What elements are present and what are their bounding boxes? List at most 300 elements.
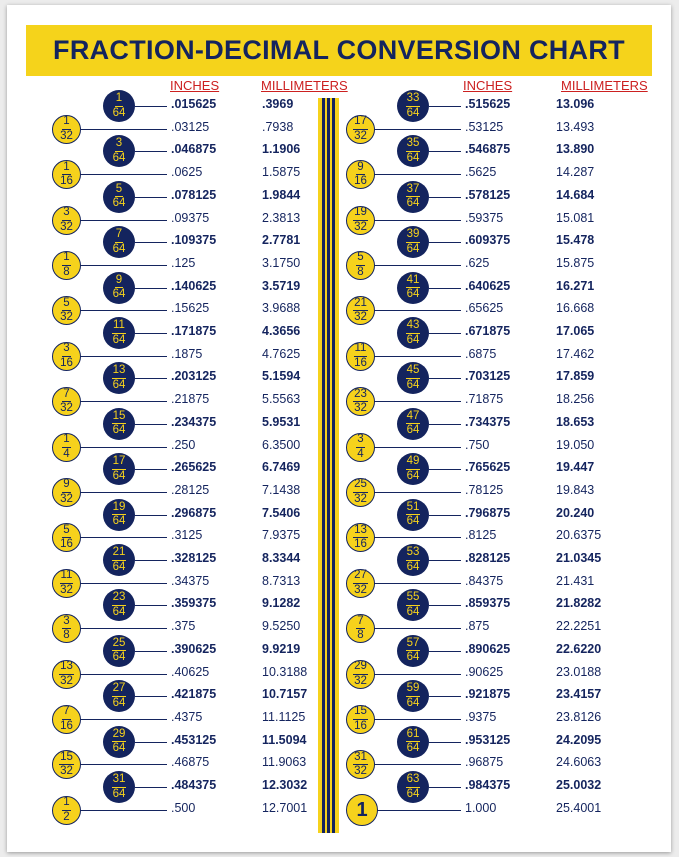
millimeters-value: 9.1282 (262, 596, 301, 611)
inches-value: .53125 (465, 119, 504, 134)
millimeters-value: 14.684 (556, 187, 595, 202)
chart-title: FRACTION-DECIMAL CONVERSION CHART (53, 35, 625, 65)
fraction-denominator: 16 (354, 538, 367, 551)
leader-line (135, 242, 167, 243)
fraction-badge (103, 453, 135, 485)
inches-value: .828125 (465, 551, 511, 565)
fraction-badge (103, 680, 135, 712)
fraction-badge (397, 680, 429, 712)
fraction-denominator: 64 (112, 515, 126, 528)
inches-value: .390625 (171, 641, 217, 656)
inches-value: .734375 (465, 414, 511, 429)
fraction-badge (397, 226, 429, 258)
inches-value: .21875 (171, 392, 210, 407)
millimeters-value: 23.8126 (556, 709, 602, 724)
fraction-badge (103, 135, 135, 167)
fraction-denominator: 32 (60, 583, 73, 596)
leader-line (135, 787, 167, 788)
inches-value: .015625 (171, 97, 217, 111)
fraction-denominator: 32 (60, 765, 73, 778)
fraction-badge (346, 794, 378, 826)
fraction-numerator: 1 (62, 797, 70, 811)
fraction-numerator: 29 (112, 729, 127, 743)
leader-line (374, 401, 461, 402)
fraction-numerator: 13 (353, 525, 368, 539)
inches-value: .40625 (171, 664, 210, 679)
fraction-numerator: 7 (62, 706, 70, 720)
leader-line (80, 220, 167, 221)
inches-value: .96875 (465, 755, 504, 770)
fraction-denominator: 8 (63, 265, 70, 278)
millimeters-value: 17.462 (556, 346, 595, 361)
millimeters-value: 5.9531 (262, 414, 301, 429)
leader-line (80, 310, 167, 311)
inches-value: .9375 (465, 709, 497, 724)
fraction-badge (52, 251, 81, 280)
fraction-numerator: 9 (115, 275, 123, 289)
leader-line (135, 106, 167, 107)
millimeters-value: 8.3344 (262, 551, 301, 565)
leader-line (429, 151, 461, 152)
leader-line (429, 424, 461, 425)
fraction-denominator: 64 (406, 424, 420, 437)
fraction-badge (103, 544, 135, 576)
leader-line (429, 605, 461, 606)
fraction-badge (346, 206, 375, 235)
fraction-numerator: 3 (62, 343, 70, 357)
fraction-denominator: 4 (357, 447, 364, 460)
leader-line (374, 583, 461, 584)
fraction-denominator: 32 (354, 311, 367, 324)
fraction-denominator: 64 (406, 787, 420, 800)
fraction-numerator: 3 (62, 207, 70, 221)
leader-line (374, 129, 461, 130)
leader-line (429, 197, 461, 198)
fraction-denominator: 64 (112, 151, 126, 164)
inches-value: .234375 (171, 414, 217, 429)
inches-value: .1875 (171, 346, 203, 361)
millimeters-header-left: MILLIMETERS (261, 78, 348, 93)
millimeters-value: 12.3032 (262, 778, 308, 792)
millimeters-value: 5.5563 (262, 392, 301, 407)
fraction-denominator: 64 (112, 288, 126, 301)
fraction-numerator: 11 (60, 570, 74, 584)
leader-line (374, 628, 461, 629)
millimeters-value: .7938 (262, 119, 294, 134)
fraction-numerator: 53 (406, 547, 421, 561)
inches-value: .640625 (465, 278, 511, 293)
millimeters-value: 12.7001 (262, 800, 308, 815)
fraction-numerator: 1 (62, 434, 70, 448)
fraction-denominator: 16 (354, 175, 367, 188)
fraction-badge (52, 750, 81, 779)
leader-line (80, 174, 167, 175)
leader-line (135, 742, 167, 743)
fraction-numerator: 27 (112, 683, 127, 697)
fraction-badge (103, 771, 135, 803)
millimeters-value: .3969 (262, 97, 294, 111)
inches-value: .890625 (465, 641, 511, 656)
fraction-denominator: 64 (406, 242, 420, 255)
fraction-denominator: 32 (354, 583, 367, 596)
fraction-denominator: 64 (112, 106, 126, 119)
fraction-numerator: 9 (356, 162, 364, 176)
inches-value: .875 (465, 619, 490, 634)
fraction-numerator: 11 (112, 320, 126, 334)
millimeters-value: 22.6220 (556, 641, 602, 656)
fraction-numerator: 1 (62, 116, 70, 130)
leader-line (80, 401, 167, 402)
leader-line (374, 310, 461, 311)
fraction-numerator: 15 (112, 411, 127, 425)
fraction-numerator: 1 (62, 162, 70, 176)
fraction-numerator: 39 (406, 229, 421, 243)
fraction-numerator: 1 (62, 252, 70, 266)
millimeters-value: 20.240 (556, 505, 595, 520)
fraction-numerator: 31 (353, 752, 368, 766)
leader-line (135, 151, 167, 152)
fraction-numerator: 11 (354, 343, 368, 357)
inches-value: .515625 (465, 97, 511, 111)
fraction-denominator: 32 (354, 765, 367, 778)
fraction-numerator: 51 (406, 502, 421, 516)
inches-value: .046875 (171, 142, 217, 157)
millimeters-value: 1.1906 (262, 142, 301, 157)
fraction-badge (397, 635, 429, 667)
leader-line (429, 106, 461, 107)
millimeters-value: 13.096 (556, 97, 595, 111)
millimeters-value: 21.0345 (556, 551, 602, 565)
inches-value: .203125 (171, 369, 217, 384)
fraction-numerator: 23 (112, 592, 127, 606)
fraction-numerator: 21 (353, 298, 368, 312)
inches-value: .03125 (171, 119, 210, 134)
millimeters-value: 19.843 (556, 482, 595, 497)
millimeters-value: 6.3500 (262, 437, 301, 452)
fraction-badge (52, 160, 81, 189)
fraction-denominator: 32 (354, 402, 367, 415)
leader-line (135, 378, 167, 379)
fraction-numerator: 5 (62, 298, 70, 312)
fraction-badge (346, 478, 375, 507)
leader-line (80, 583, 167, 584)
fraction-denominator: 64 (112, 242, 126, 255)
inches-value: .140625 (171, 278, 217, 293)
millimeters-value: 17.859 (556, 369, 595, 384)
leader-line (80, 764, 167, 765)
inches-value: .265625 (171, 460, 217, 475)
inches-value: .453125 (171, 732, 217, 747)
leader-line (429, 787, 461, 788)
fraction-badge (103, 635, 135, 667)
fraction-badge (52, 614, 81, 643)
fraction-numerator: 13 (112, 365, 127, 379)
fraction-numerator: 63 (406, 774, 421, 788)
fraction-denominator: 16 (60, 175, 73, 188)
fraction-denominator: 4 (63, 447, 70, 460)
fraction-denominator: 64 (406, 288, 420, 301)
leader-line (374, 220, 461, 221)
fraction-denominator: 16 (60, 719, 73, 732)
fraction-badge (52, 523, 81, 552)
leader-line (135, 197, 167, 198)
millimeters-value: 21.8282 (556, 596, 602, 611)
leader-line (80, 265, 167, 266)
fraction-numerator: 47 (406, 411, 421, 425)
millimeters-value: 4.3656 (262, 324, 301, 338)
chart-poster (7, 5, 671, 852)
inches-value: .078125 (171, 187, 217, 202)
millimeters-value: 7.1438 (262, 482, 301, 497)
fraction-numerator: 5 (115, 184, 123, 198)
leader-line (429, 696, 461, 697)
fraction-badge (52, 296, 81, 325)
fraction-numerator: 7 (62, 389, 70, 403)
inches-value: .65625 (465, 301, 504, 316)
fraction-numerator: 35 (406, 138, 421, 152)
fraction-numerator: 15 (353, 706, 368, 720)
inches-value: .328125 (171, 551, 217, 565)
leader-line (374, 674, 461, 675)
fraction-denominator: 64 (406, 560, 420, 573)
millimeters-value: 11.5094 (262, 732, 307, 747)
fraction-badge (346, 705, 375, 734)
fraction-badge (103, 90, 135, 122)
fraction-badge (103, 726, 135, 758)
fraction-badge (52, 387, 81, 416)
inches-value: .71875 (465, 392, 504, 407)
inches-value: .15625 (171, 301, 210, 316)
leader-line (374, 356, 461, 357)
millimeters-value: 5.1594 (262, 369, 301, 384)
fraction-numerator: 1 (115, 93, 123, 107)
fraction-badge (52, 206, 81, 235)
millimeters-value: 4.7625 (262, 346, 301, 361)
fraction-numerator: 55 (406, 592, 421, 606)
fraction-badge (103, 362, 135, 394)
inches-value: .125 (171, 255, 196, 270)
millimeters-value: 9.9219 (262, 641, 301, 656)
fraction-badge (52, 433, 81, 462)
fraction-denominator: 32 (60, 311, 73, 324)
fraction-denominator: 64 (112, 378, 126, 391)
fraction-numerator: 57 (406, 638, 421, 652)
millimeters-value: 1.9844 (262, 187, 301, 202)
fraction-denominator: 64 (406, 197, 420, 210)
fraction-denominator: 8 (357, 265, 364, 278)
inches-value: .28125 (171, 482, 210, 497)
fraction-numerator: 25 (112, 638, 127, 652)
inches-value: .765625 (465, 460, 511, 475)
fraction-denominator: 32 (354, 492, 367, 505)
fraction-numerator: 25 (353, 479, 368, 493)
inches-value: .703125 (465, 369, 511, 384)
millimeters-value: 9.5250 (262, 619, 301, 634)
fraction-numerator: 3 (115, 138, 123, 152)
millimeters-value: 18.653 (556, 414, 595, 429)
leader-line (429, 333, 461, 334)
leader-line (429, 378, 461, 379)
fraction-badge (397, 135, 429, 167)
inches-value: .953125 (465, 732, 511, 747)
inches-value: .296875 (171, 505, 217, 520)
fraction-badge (52, 796, 81, 825)
leader-line (80, 719, 167, 720)
fraction-badge (346, 115, 375, 144)
fraction-denominator: 64 (112, 197, 126, 210)
fraction-denominator: 64 (112, 560, 126, 573)
inches-value: .84375 (465, 573, 504, 588)
leader-line (135, 515, 167, 516)
fraction-badge (346, 251, 375, 280)
inches-value: .484375 (171, 778, 217, 792)
inches-value: .46875 (171, 755, 210, 770)
leader-line (429, 242, 461, 243)
fraction-denominator: 8 (63, 629, 70, 642)
fraction-badge (397, 181, 429, 213)
leader-line (80, 810, 167, 811)
inches-value: .5625 (465, 165, 497, 180)
millimeters-value: 11.9063 (262, 755, 307, 770)
leader-line (429, 742, 461, 743)
millimeters-value: 24.2095 (556, 732, 602, 747)
inches-value: .796875 (465, 505, 511, 520)
fraction-denominator: 64 (406, 515, 420, 528)
leader-line (80, 628, 167, 629)
fraction-numerator: 45 (406, 365, 421, 379)
millimeters-value: 17.065 (556, 324, 595, 338)
millimeters-value: 20.6375 (556, 528, 602, 543)
fraction-badge (346, 660, 375, 689)
fraction-badge (346, 750, 375, 779)
fraction-numerator: 29 (353, 661, 368, 675)
fraction-numerator: 5 (356, 252, 364, 266)
fraction-numerator: 3 (62, 616, 70, 630)
leader-line (135, 651, 167, 652)
fraction-numerator: 37 (406, 184, 421, 198)
leader-line (135, 696, 167, 697)
leader-line (374, 719, 461, 720)
millimeters-value: 3.9688 (262, 301, 301, 316)
fraction-denominator: 32 (354, 129, 367, 142)
millimeters-value: 2.7781 (262, 233, 301, 248)
inches-header-left: INCHES (170, 78, 220, 93)
fraction-denominator: 64 (406, 651, 420, 664)
fraction-numerator: 17 (353, 116, 368, 130)
inches-value: .375 (171, 619, 196, 634)
millimeters-value: 16.668 (556, 301, 595, 316)
millimeters-value: 7.5406 (262, 505, 301, 520)
millimeters-value: 18.256 (556, 392, 595, 407)
fraction-badge (52, 115, 81, 144)
fraction-badge (52, 342, 81, 371)
millimeters-value: 16.271 (556, 278, 595, 293)
fraction-denominator: 16 (354, 356, 367, 369)
leader-line (80, 492, 167, 493)
inches-value: .500 (171, 800, 196, 815)
millimeters-value: 13.493 (556, 119, 595, 134)
fraction-badge (52, 569, 81, 598)
fraction-badge (52, 660, 81, 689)
inches-value: .859375 (465, 596, 511, 611)
fraction-numerator: 9 (62, 479, 70, 493)
millimeters-value: 15.081 (556, 210, 595, 225)
leader-line (135, 333, 167, 334)
inches-value: .09375 (171, 210, 210, 225)
inches-header-right: INCHES (463, 78, 513, 93)
fraction-denominator: 32 (60, 129, 73, 142)
title-banner (26, 25, 652, 76)
fraction-whole: 1 (356, 798, 368, 821)
millimeters-value: 15.478 (556, 233, 595, 248)
leader-line (429, 560, 461, 561)
fraction-numerator: 31 (112, 774, 127, 788)
fraction-numerator: 33 (406, 93, 421, 107)
inches-value: .109375 (171, 233, 217, 248)
fraction-badge (346, 523, 375, 552)
fraction-numerator: 23 (353, 389, 368, 403)
fraction-denominator: 64 (112, 605, 126, 618)
fraction-numerator: 43 (406, 320, 421, 334)
fraction-numerator: 15 (59, 752, 74, 766)
leader-line (80, 356, 167, 357)
leader-line (80, 537, 167, 538)
millimeters-value: 3.1750 (262, 255, 301, 270)
fraction-numerator: 21 (112, 547, 127, 561)
inches-value: .8125 (465, 528, 497, 543)
fraction-badge (397, 499, 429, 531)
inches-value: .6875 (465, 346, 497, 361)
inches-value: .671875 (465, 324, 511, 338)
millimeters-value: 13.890 (556, 142, 595, 157)
fraction-denominator: 16 (354, 719, 367, 732)
fraction-denominator: 64 (406, 378, 420, 391)
fraction-numerator: 19 (353, 207, 368, 221)
fraction-denominator: 64 (406, 333, 420, 346)
fraction-badge (103, 181, 135, 213)
fraction-denominator: 32 (60, 674, 73, 687)
leader-line (135, 288, 167, 289)
millimeters-value: 1.5875 (262, 165, 301, 180)
millimeters-value: 15.875 (556, 255, 595, 270)
millimeters-header-right: MILLIMETERS (561, 78, 648, 93)
inches-value: .34375 (171, 573, 210, 588)
leader-line (135, 469, 167, 470)
leader-line (374, 174, 461, 175)
fraction-denominator: 16 (60, 538, 73, 551)
leader-line (374, 447, 461, 448)
fraction-numerator: 19 (112, 502, 127, 516)
fraction-denominator: 64 (112, 333, 126, 346)
fraction-numerator: 41 (406, 275, 421, 289)
fraction-denominator: 32 (354, 220, 367, 233)
millimeters-value: 19.050 (556, 437, 595, 452)
millimeters-value: 7.9375 (262, 528, 301, 543)
inches-value: 1.000 (465, 800, 497, 815)
fraction-badge (52, 705, 81, 734)
fraction-denominator: 64 (406, 106, 420, 119)
fraction-badge (103, 317, 135, 349)
millimeters-value: 10.3188 (262, 664, 308, 679)
fraction-badge (346, 296, 375, 325)
leader-line (374, 764, 461, 765)
fraction-denominator: 64 (406, 151, 420, 164)
inches-value: .625 (465, 255, 490, 270)
fraction-numerator: 7 (115, 229, 123, 243)
fraction-denominator: 2 (63, 810, 70, 823)
leader-line (429, 288, 461, 289)
leader-line (429, 651, 461, 652)
